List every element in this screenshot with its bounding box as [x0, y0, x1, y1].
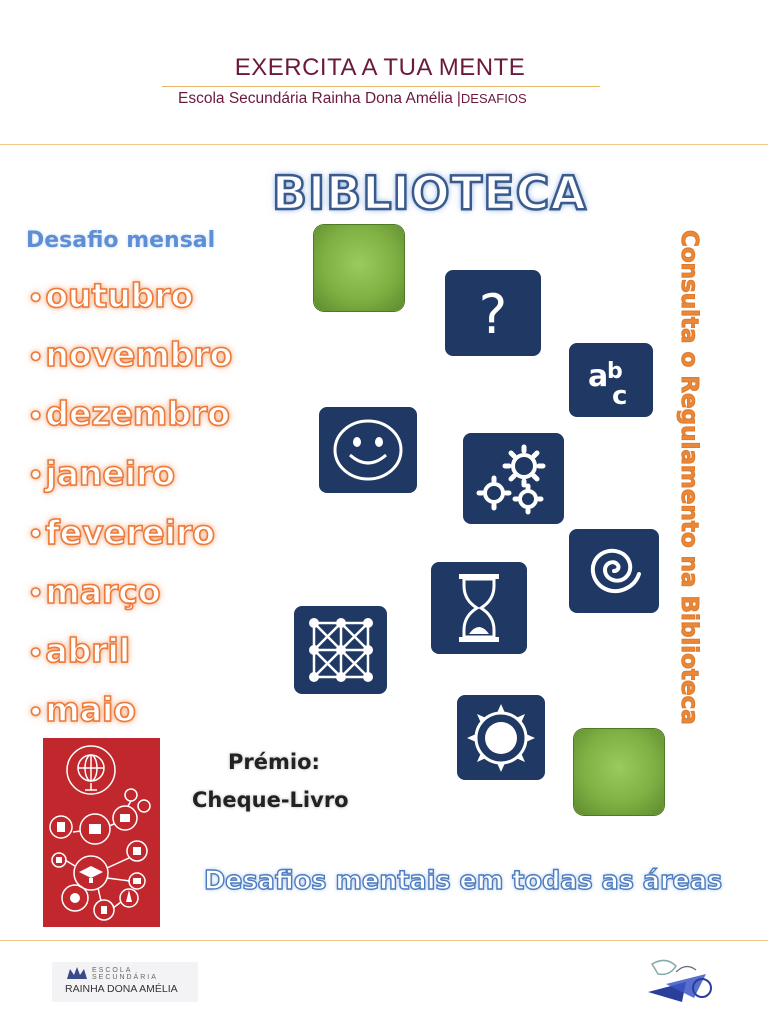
- month-item: •março: [28, 571, 161, 611]
- svg-text:c: c: [612, 381, 628, 411]
- month-item: •outubro: [28, 276, 194, 315]
- gears-icon: [463, 433, 564, 524]
- spiral-icon: [569, 529, 659, 613]
- areas-banner: Desafios mentais em todas as áreas: [204, 866, 723, 896]
- school-logo: [52, 962, 198, 1002]
- header-tag: DESAFIOS: [460, 91, 527, 106]
- svg-text:b: b: [607, 359, 623, 384]
- svg-text:?: ?: [478, 283, 508, 346]
- prize-value: Cheque-Livro: [192, 788, 349, 812]
- hourglass-icon: [431, 562, 527, 654]
- vertical-note: [676, 230, 706, 730]
- month-item: •janeiro: [28, 453, 176, 493]
- school-logo-line2: RAINHA DONA AMÉLIA: [65, 983, 178, 995]
- challenge-heading: Desafio mensal: [26, 228, 216, 253]
- grid-nodes-icon: [294, 606, 387, 694]
- month-item: •novembro: [28, 335, 233, 375]
- green-square-bottom: [574, 729, 664, 815]
- svg-text:a: a: [588, 359, 609, 394]
- header-title: EXERCITA A TUA MENTE: [234, 54, 526, 81]
- school-logo-line1: ESCOLA SECUNDÁRIA: [92, 967, 158, 981]
- header-divider: [162, 86, 600, 87]
- bottom-divider: [0, 940, 768, 941]
- book-cover-illustration: [43, 738, 160, 927]
- prize-label: Prémio:: [228, 750, 320, 774]
- smiley-icon: [319, 407, 417, 493]
- month-item: •fevereiro: [28, 512, 215, 552]
- header-subtitle: [178, 90, 527, 108]
- regulation-text: Consulta o Regulamento na Biblioteca: [676, 230, 702, 725]
- page-title: BIBLIOTECA: [272, 166, 587, 220]
- header-separator: |: [456, 90, 461, 107]
- month-list: [28, 274, 232, 748]
- abc-icon: [569, 343, 653, 417]
- month-item: •dezembro: [28, 394, 230, 434]
- school-name: Escola Secundária Rainha Dona Amélia: [178, 90, 453, 107]
- question-icon: [445, 270, 541, 356]
- library-logo: [646, 952, 718, 1010]
- sun-icon: [457, 695, 545, 780]
- top-divider: [0, 144, 768, 145]
- month-item: •maio: [28, 690, 136, 730]
- month-item: •abril: [28, 631, 131, 671]
- green-square-top: [314, 225, 404, 311]
